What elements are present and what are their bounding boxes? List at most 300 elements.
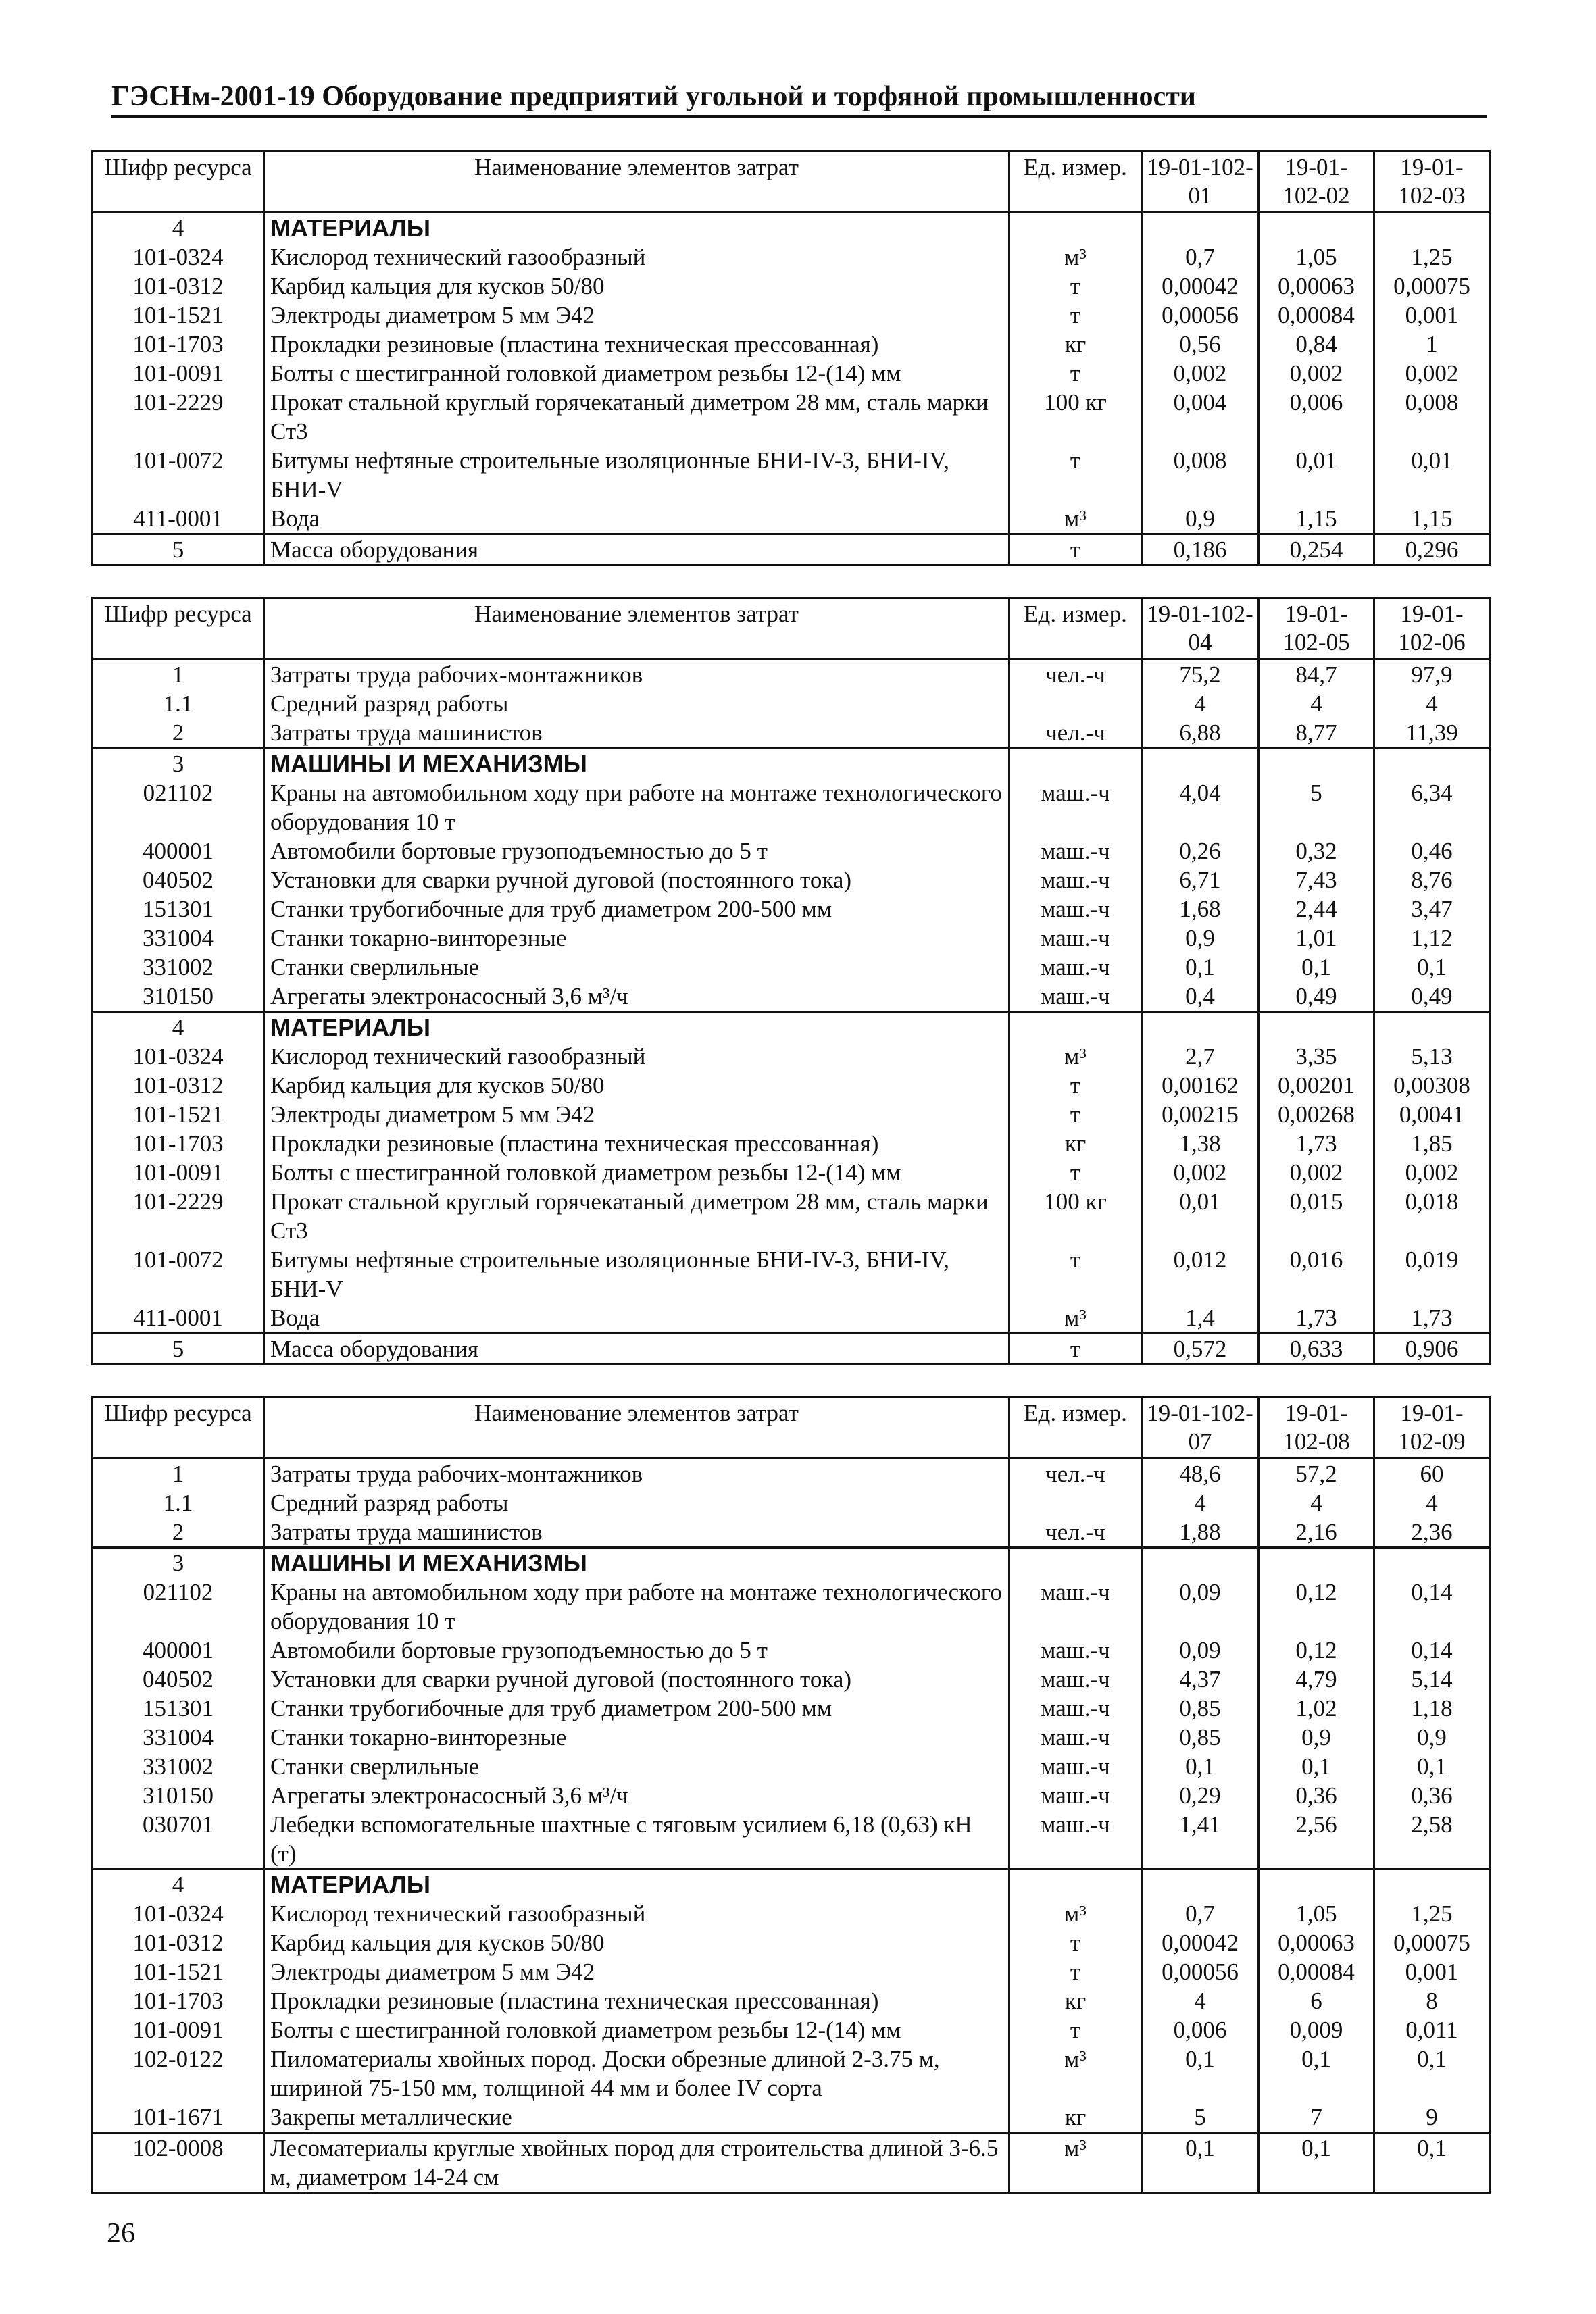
table-row bbox=[93, 2015, 1490, 2044]
norm-value: 0,9 bbox=[1259, 1723, 1374, 1752]
norm-value: 0,00056 bbox=[1142, 301, 1259, 330]
norm-value: 0,002 bbox=[1374, 1158, 1490, 1187]
header-norm-id: 19-01-102-05 bbox=[1259, 598, 1374, 659]
norm-value: 4 bbox=[1142, 1488, 1259, 1517]
unit-of-measure: м³ bbox=[1009, 2133, 1142, 2193]
norm-value: 1,15 bbox=[1374, 504, 1490, 534]
cost-element-name: Затраты труда машинистов bbox=[264, 718, 1009, 749]
norm-value: 4 bbox=[1374, 1488, 1490, 1517]
unit-of-measure: м³ bbox=[1009, 2044, 1142, 2103]
norm-value: 5,14 bbox=[1374, 1665, 1490, 1694]
norm-value: 0,00042 bbox=[1142, 272, 1259, 301]
norm-value: 8 bbox=[1374, 1986, 1490, 2015]
cost-element-name: Станки трубогибочные для труб диаметром 200-500 мм bbox=[264, 1694, 1009, 1723]
norm-value: 84,7 bbox=[1259, 659, 1374, 690]
norm-value: 0,00063 bbox=[1259, 1928, 1374, 1957]
header-norm-id: 19-01-102-04 bbox=[1142, 598, 1259, 659]
resource-code: 101-2229 bbox=[93, 388, 264, 446]
table-row bbox=[93, 924, 1490, 953]
norm-value: 0,008 bbox=[1142, 446, 1259, 504]
norm-value: 0,0041 bbox=[1374, 1100, 1490, 1129]
table-row bbox=[93, 836, 1490, 865]
table-row bbox=[93, 1245, 1490, 1303]
unit-of-measure: кг bbox=[1009, 1986, 1142, 2015]
norm-value: 0,002 bbox=[1142, 359, 1259, 388]
resource-code: 151301 bbox=[93, 895, 264, 924]
cost-element-name: Вода bbox=[264, 1303, 1009, 1334]
unit-of-measure: т bbox=[1009, 359, 1142, 388]
unit-of-measure bbox=[1009, 689, 1142, 718]
norm-value: 0,00056 bbox=[1142, 1957, 1259, 1986]
page-number: 26 bbox=[107, 2218, 135, 2249]
cost-element-name: Болты с шестигранной головкой диаметром резьбы 12-(14) мм bbox=[264, 2015, 1009, 2044]
table-row bbox=[93, 1899, 1490, 1928]
cost-element-name: Прокат стальной круглый горячекатаный диметром 28 мм, сталь марки Ст3 bbox=[264, 1187, 1009, 1245]
resource-code: 101-0324 bbox=[93, 243, 264, 272]
cost-element-name: Автомобили бортовые грузоподъемностью до 5 т bbox=[264, 836, 1009, 865]
table-row bbox=[93, 982, 1490, 1012]
table-row bbox=[93, 330, 1490, 359]
norm-value: 1,05 bbox=[1259, 243, 1374, 272]
norm-value: 0,018 bbox=[1374, 1187, 1490, 1245]
table-header-row bbox=[93, 1397, 1490, 1459]
unit-of-measure: маш.-ч bbox=[1009, 1578, 1142, 1636]
norm-value: 2,7 bbox=[1142, 1042, 1259, 1071]
norm-value: 75,2 bbox=[1142, 659, 1259, 690]
norm-value: 4 bbox=[1142, 1986, 1259, 2015]
norm-value: 1,73 bbox=[1259, 1129, 1374, 1158]
norm-value: 1,88 bbox=[1142, 1517, 1259, 1548]
norm-value: 0,36 bbox=[1259, 1781, 1374, 1810]
cost-element-name: Станки сверлильные bbox=[264, 953, 1009, 982]
unit-of-measure: маш.-ч bbox=[1009, 836, 1142, 865]
norm-value: 0,9 bbox=[1142, 504, 1259, 534]
norm-value: 5 bbox=[1142, 2103, 1259, 2133]
resource-code: 310150 bbox=[93, 1781, 264, 1810]
cost-element-name: Кислород технический газообразный bbox=[264, 243, 1009, 272]
norm-value: 0,00084 bbox=[1259, 1957, 1374, 1986]
table-row bbox=[93, 1665, 1490, 1694]
unit-of-measure: маш.-ч bbox=[1009, 953, 1142, 982]
resource-code: 331004 bbox=[93, 1723, 264, 1752]
norm-value: 6,71 bbox=[1142, 865, 1259, 895]
resource-code: 102-0122 bbox=[93, 2044, 264, 2103]
norm-value: 0,26 bbox=[1142, 836, 1259, 865]
norm-value: 0,1 bbox=[1142, 1752, 1259, 1781]
table-row bbox=[93, 895, 1490, 924]
unit-of-measure: т bbox=[1009, 1100, 1142, 1129]
norm-value: 5,13 bbox=[1374, 1042, 1490, 1071]
header-norm-id: 19-01-102-01 bbox=[1142, 151, 1259, 213]
norm-value: 1,05 bbox=[1259, 1899, 1374, 1928]
norm-value: 0,1 bbox=[1259, 1752, 1374, 1781]
norm-value: 0,006 bbox=[1259, 388, 1374, 446]
cost-element-name: Масса оборудования bbox=[264, 534, 1009, 565]
norm-value: 0,00215 bbox=[1142, 1100, 1259, 1129]
norm-value: 0,12 bbox=[1259, 1636, 1374, 1665]
cost-element-name: Лесоматериалы круглые хвойных пород для строительства длиной 3-6.5 м, диаметром 14-24 см bbox=[264, 2133, 1009, 2193]
table-row bbox=[93, 1303, 1490, 1334]
cost-element-name: Затраты труда рабочих-монтажников bbox=[264, 1459, 1009, 1489]
cost-element-name: Станки сверлильные bbox=[264, 1752, 1009, 1781]
norm-value: 0,56 bbox=[1142, 330, 1259, 359]
resource-code: 5 bbox=[93, 1334, 264, 1365]
table-row bbox=[93, 689, 1490, 718]
norm-value: 0,84 bbox=[1259, 330, 1374, 359]
unit-of-measure: кг bbox=[1009, 330, 1142, 359]
resource-code: 101-0072 bbox=[93, 1245, 264, 1303]
table-row bbox=[93, 2133, 1490, 2193]
norm-value: 0,32 bbox=[1259, 836, 1374, 865]
norm-value: 0,019 bbox=[1374, 1245, 1490, 1303]
table-row bbox=[93, 1517, 1490, 1548]
cost-element-name: Агрегаты электронасосный 3,6 м³/ч bbox=[264, 982, 1009, 1012]
resource-code: 101-1703 bbox=[93, 1129, 264, 1158]
table-row bbox=[93, 1694, 1490, 1723]
norm-value: 0,1 bbox=[1259, 2133, 1374, 2193]
section-row bbox=[93, 213, 1490, 243]
cost-element-name: МАТЕРИАЛЫ bbox=[264, 1012, 1009, 1042]
unit-of-measure: т bbox=[1009, 1071, 1142, 1100]
unit-of-measure: маш.-ч bbox=[1009, 1636, 1142, 1665]
table-row bbox=[93, 272, 1490, 301]
table-row bbox=[93, 659, 1490, 690]
resource-code: 2 bbox=[93, 718, 264, 749]
resource-code: 030701 bbox=[93, 1810, 264, 1869]
norm-value: 0,1 bbox=[1142, 953, 1259, 982]
table-row bbox=[93, 504, 1490, 534]
header-name: Наименование элементов затрат bbox=[264, 598, 1009, 659]
resource-code: 4 bbox=[93, 213, 264, 243]
norm-value: 0,14 bbox=[1374, 1578, 1490, 1636]
norm-value bbox=[1259, 749, 1374, 779]
norm-value: 0,012 bbox=[1142, 1245, 1259, 1303]
norm-value bbox=[1259, 1012, 1374, 1042]
table-row bbox=[93, 718, 1490, 749]
norm-value: 0,00075 bbox=[1374, 272, 1490, 301]
resource-code: 331004 bbox=[93, 924, 264, 953]
norm-value: 0,00075 bbox=[1374, 1928, 1490, 1957]
resource-code: 400001 bbox=[93, 1636, 264, 1665]
header-code: Шифр ресурса bbox=[93, 1397, 264, 1459]
norm-value: 0,1 bbox=[1142, 2133, 1259, 2193]
unit-of-measure bbox=[1009, 1488, 1142, 1517]
norm-value bbox=[1374, 1012, 1490, 1042]
norm-value bbox=[1259, 1548, 1374, 1578]
table-row bbox=[93, 1957, 1490, 1986]
norm-value: 0,572 bbox=[1142, 1334, 1259, 1365]
norm-value: 0,7 bbox=[1142, 243, 1259, 272]
norm-value: 6,88 bbox=[1142, 718, 1259, 749]
norm-value: 2,16 bbox=[1259, 1517, 1374, 1548]
norm-value: 0,1 bbox=[1142, 2044, 1259, 2103]
section-row bbox=[93, 1548, 1490, 1578]
cost-element-name: Установки для сварки ручной дуговой (постоянного тока) bbox=[264, 1665, 1009, 1694]
cost-element-name: Болты с шестигранной головкой диаметром резьбы 12-(14) мм bbox=[264, 1158, 1009, 1187]
table-row bbox=[93, 1071, 1490, 1100]
norm-value: 7,43 bbox=[1259, 865, 1374, 895]
section-row bbox=[93, 1869, 1490, 1900]
table-row bbox=[93, 1334, 1490, 1365]
norm-value: 9 bbox=[1374, 2103, 1490, 2133]
header-norm-id: 19-01-102-02 bbox=[1259, 151, 1374, 213]
norm-value: 4,04 bbox=[1142, 778, 1259, 836]
cost-element-name: Масса оборудования bbox=[264, 1334, 1009, 1365]
norm-value bbox=[1374, 749, 1490, 779]
unit-of-measure: т bbox=[1009, 2015, 1142, 2044]
norm-value: 0,09 bbox=[1142, 1578, 1259, 1636]
norm-value: 0,009 bbox=[1259, 2015, 1374, 2044]
norm-value: 0,00201 bbox=[1259, 1071, 1374, 1100]
unit-of-measure: маш.-ч bbox=[1009, 778, 1142, 836]
norm-value: 0,008 bbox=[1374, 388, 1490, 446]
resource-code: 2 bbox=[93, 1517, 264, 1548]
table-row bbox=[93, 1488, 1490, 1517]
table-row bbox=[93, 1986, 1490, 2015]
unit-of-measure: т bbox=[1009, 1158, 1142, 1187]
norm-value: 0,01 bbox=[1374, 446, 1490, 504]
cost-element-name: Кислород технический газообразный bbox=[264, 1899, 1009, 1928]
header-code: Шифр ресурса bbox=[93, 151, 264, 213]
table-row bbox=[93, 534, 1490, 565]
norm-value: 5 bbox=[1259, 778, 1374, 836]
resource-code: 331002 bbox=[93, 1752, 264, 1781]
header-norm-id: 19-01-102-09 bbox=[1374, 1397, 1490, 1459]
table-header-row bbox=[93, 151, 1490, 213]
unit-of-measure bbox=[1009, 213, 1142, 243]
resource-code: 101-1703 bbox=[93, 330, 264, 359]
unit-of-measure: т bbox=[1009, 272, 1142, 301]
cost-element-name: Средний разряд работы bbox=[264, 689, 1009, 718]
norm-value: 0,1 bbox=[1374, 2133, 1490, 2193]
resource-code: 5 bbox=[93, 534, 264, 565]
norm-value: 0,29 bbox=[1142, 1781, 1259, 1810]
resource-code: 101-1521 bbox=[93, 1957, 264, 1986]
norm-value: 0,004 bbox=[1142, 388, 1259, 446]
unit-of-measure: м³ bbox=[1009, 243, 1142, 272]
resource-code: 1 bbox=[93, 1459, 264, 1489]
resource-code: 1 bbox=[93, 659, 264, 690]
cost-element-name: Прокладки резиновые (пластина техническая прессованная) bbox=[264, 330, 1009, 359]
resource-code: 101-0312 bbox=[93, 1071, 264, 1100]
table-row bbox=[93, 1459, 1490, 1489]
header-norm-id: 19-01-102-03 bbox=[1374, 151, 1490, 213]
cost-element-name: Карбид кальция для кусков 50/80 bbox=[264, 1071, 1009, 1100]
unit-of-measure bbox=[1009, 749, 1142, 779]
resource-code: 101-0072 bbox=[93, 446, 264, 504]
norm-value: 0,001 bbox=[1374, 1957, 1490, 1986]
section-row bbox=[93, 749, 1490, 779]
norm-value: 6 bbox=[1259, 1986, 1374, 2015]
norm-value: 1,12 bbox=[1374, 924, 1490, 953]
cost-element-name: Автомобили бортовые грузоподъемностью до 5 т bbox=[264, 1636, 1009, 1665]
resource-code: 101-1521 bbox=[93, 1100, 264, 1129]
cost-element-name: Карбид кальция для кусков 50/80 bbox=[264, 272, 1009, 301]
unit-of-measure: маш.-ч bbox=[1009, 1752, 1142, 1781]
table-row bbox=[93, 446, 1490, 504]
resource-code: 101-2229 bbox=[93, 1187, 264, 1245]
norm-value: 0,1 bbox=[1374, 2044, 1490, 2103]
norm-value: 4 bbox=[1259, 1488, 1374, 1517]
norm-value: 8,77 bbox=[1259, 718, 1374, 749]
norm-value: 4,37 bbox=[1142, 1665, 1259, 1694]
cost-element-name: Станки токарно-винторезные bbox=[264, 1723, 1009, 1752]
norm-value: 0,7 bbox=[1142, 1899, 1259, 1928]
norm-value: 0,296 bbox=[1374, 534, 1490, 565]
resource-code: 3 bbox=[93, 749, 264, 779]
resource-code: 101-1703 bbox=[93, 1986, 264, 2015]
norm-value bbox=[1374, 1548, 1490, 1578]
table-row bbox=[93, 778, 1490, 836]
cost-element-name: Кислород технический газообразный bbox=[264, 1042, 1009, 1071]
unit-of-measure: чел.-ч bbox=[1009, 659, 1142, 690]
resource-code: 101-0091 bbox=[93, 359, 264, 388]
cost-element-name: МАТЕРИАЛЫ bbox=[264, 1869, 1009, 1900]
unit-of-measure: маш.-ч bbox=[1009, 895, 1142, 924]
norm-value: 1,02 bbox=[1259, 1694, 1374, 1723]
unit-of-measure: маш.-ч bbox=[1009, 865, 1142, 895]
header-name: Наименование элементов затрат bbox=[264, 151, 1009, 213]
table-row bbox=[93, 1723, 1490, 1752]
unit-of-measure: маш.-ч bbox=[1009, 982, 1142, 1012]
norm-value: 1,38 bbox=[1142, 1129, 1259, 1158]
norm-value: 2,58 bbox=[1374, 1810, 1490, 1869]
resource-code: 3 bbox=[93, 1548, 264, 1578]
unit-of-measure: м³ bbox=[1009, 1303, 1142, 1334]
norm-value bbox=[1259, 1869, 1374, 1900]
unit-of-measure: т bbox=[1009, 1334, 1142, 1365]
norm-value: 0,01 bbox=[1142, 1187, 1259, 1245]
table-row bbox=[93, 1158, 1490, 1187]
norm-value: 3,35 bbox=[1259, 1042, 1374, 1071]
cost-element-name: Установки для сварки ручной дуговой (постоянного тока) bbox=[264, 865, 1009, 895]
norm-value: 2,44 bbox=[1259, 895, 1374, 924]
norm-value: 0,633 bbox=[1259, 1334, 1374, 1365]
header-norm-id: 19-01-102-08 bbox=[1259, 1397, 1374, 1459]
resource-code: 101-0091 bbox=[93, 1158, 264, 1187]
norm-value: 0,002 bbox=[1374, 359, 1490, 388]
table-row bbox=[93, 1810, 1490, 1869]
norm-value: 0,002 bbox=[1142, 1158, 1259, 1187]
table-row bbox=[93, 1100, 1490, 1129]
table-row bbox=[93, 1042, 1490, 1071]
table-row bbox=[93, 359, 1490, 388]
norm-value: 1 bbox=[1374, 330, 1490, 359]
norm-value: 8,76 bbox=[1374, 865, 1490, 895]
header-unit: Ед. измер. bbox=[1009, 1397, 1142, 1459]
norm-value: 3,47 bbox=[1374, 895, 1490, 924]
resource-code: 021102 bbox=[93, 1578, 264, 1636]
resource-code: 1.1 bbox=[93, 1488, 264, 1517]
unit-of-measure: т bbox=[1009, 446, 1142, 504]
resource-code: 310150 bbox=[93, 982, 264, 1012]
unit-of-measure: 100 кг bbox=[1009, 1187, 1142, 1245]
table-row bbox=[93, 2044, 1490, 2103]
norm-value: 0,906 bbox=[1374, 1334, 1490, 1365]
norm-value bbox=[1142, 1012, 1259, 1042]
cost-element-name: Вода bbox=[264, 504, 1009, 534]
page-header bbox=[111, 80, 1487, 118]
norm-value: 0,1 bbox=[1374, 1752, 1490, 1781]
norm-value: 0,006 bbox=[1142, 2015, 1259, 2044]
unit-of-measure: маш.-ч bbox=[1009, 1665, 1142, 1694]
norm-value: 0,254 bbox=[1259, 534, 1374, 565]
unit-of-measure: т bbox=[1009, 1245, 1142, 1303]
norm-value: 0,00063 bbox=[1259, 272, 1374, 301]
cost-element-name: Средний разряд работы bbox=[264, 1488, 1009, 1517]
norm-value: 0,14 bbox=[1374, 1636, 1490, 1665]
resource-code: 021102 bbox=[93, 778, 264, 836]
norm-value: 0,12 bbox=[1259, 1578, 1374, 1636]
norm-value: 57,2 bbox=[1259, 1459, 1374, 1489]
norm-value: 0,1 bbox=[1259, 2044, 1374, 2103]
norm-value: 6,34 bbox=[1374, 778, 1490, 836]
norm-value: 48,6 bbox=[1142, 1459, 1259, 1489]
unit-of-measure: чел.-ч bbox=[1009, 1517, 1142, 1548]
norm-value: 4,79 bbox=[1259, 1665, 1374, 1694]
norm-value: 1,73 bbox=[1259, 1303, 1374, 1334]
norm-value: 0,49 bbox=[1374, 982, 1490, 1012]
norm-value bbox=[1142, 1869, 1259, 1900]
norm-value: 0,36 bbox=[1374, 1781, 1490, 1810]
norm-value: 1,85 bbox=[1374, 1129, 1490, 1158]
resource-code: 101-1671 bbox=[93, 2103, 264, 2133]
norm-value: 1,4 bbox=[1142, 1303, 1259, 1334]
cost-element-name: Краны на автомобильном ходу при работе на монтаже технологического оборудования 10 т bbox=[264, 1578, 1009, 1636]
resource-code: 400001 bbox=[93, 836, 264, 865]
norm-value bbox=[1142, 749, 1259, 779]
unit-of-measure bbox=[1009, 1869, 1142, 1900]
cost-element-name: Прокладки резиновые (пластина техническая прессованная) bbox=[264, 1986, 1009, 2015]
norm-value: 11,39 bbox=[1374, 718, 1490, 749]
norm-value bbox=[1374, 213, 1490, 243]
cost-element-name: Агрегаты электронасосный 3,6 м³/ч bbox=[264, 1781, 1009, 1810]
norm-value: 0,00084 bbox=[1259, 301, 1374, 330]
norm-value: 0,00268 bbox=[1259, 1100, 1374, 1129]
unit-of-measure: маш.-ч bbox=[1009, 1723, 1142, 1752]
cost-element-name: Краны на автомобильном ходу при работе на монтаже технологического оборудования 10 т bbox=[264, 778, 1009, 836]
resource-code: 101-0312 bbox=[93, 1928, 264, 1957]
norm-value: 0,00308 bbox=[1374, 1071, 1490, 1100]
table-row bbox=[93, 865, 1490, 895]
norm-value bbox=[1142, 1548, 1259, 1578]
cost-element-name: Станки токарно-винторезные bbox=[264, 924, 1009, 953]
table-row bbox=[93, 1781, 1490, 1810]
norm-value: 0,1 bbox=[1374, 953, 1490, 982]
table-row bbox=[93, 1752, 1490, 1781]
unit-of-measure: т bbox=[1009, 1957, 1142, 1986]
header-norm-id: 19-01-102-06 bbox=[1374, 598, 1490, 659]
norm-value: 60 bbox=[1374, 1459, 1490, 1489]
resource-code: 1.1 bbox=[93, 689, 264, 718]
unit-of-measure bbox=[1009, 1548, 1142, 1578]
norm-value: 0,016 bbox=[1259, 1245, 1374, 1303]
unit-of-measure: кг bbox=[1009, 1129, 1142, 1158]
resource-code: 101-0312 bbox=[93, 272, 264, 301]
cost-element-name: Болты с шестигранной головкой диаметром резьбы 12-(14) мм bbox=[264, 359, 1009, 388]
norm-value: 1,25 bbox=[1374, 1899, 1490, 1928]
norm-value: 4 bbox=[1259, 689, 1374, 718]
table-row bbox=[93, 1928, 1490, 1957]
norm-value bbox=[1142, 213, 1259, 243]
resource-code: 101-0324 bbox=[93, 1042, 264, 1071]
cost-element-name: Электроды диаметром 5 мм Э42 bbox=[264, 1100, 1009, 1129]
norm-value: 0,4 bbox=[1142, 982, 1259, 1012]
resource-code: 101-1521 bbox=[93, 301, 264, 330]
resource-code: 101-0324 bbox=[93, 1899, 264, 1928]
cost-element-name: Затраты труда рабочих-монтажников bbox=[264, 659, 1009, 690]
unit-of-measure: маш.-ч bbox=[1009, 1781, 1142, 1810]
